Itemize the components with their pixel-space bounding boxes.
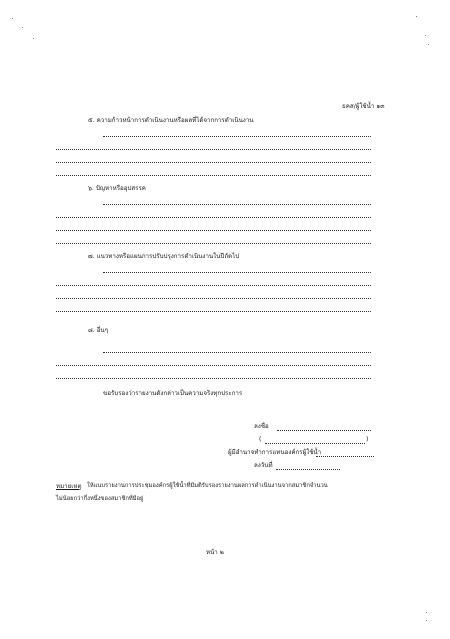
answer-line	[103, 352, 371, 353]
answer-line	[56, 230, 371, 231]
answer-line	[56, 285, 371, 286]
scan-speck	[425, 35, 426, 36]
scan-speck	[426, 612, 427, 613]
certify-text: ขอรับรองว่ารายงานดังกล่าวเป็นความจริงทุกประการ	[103, 390, 243, 397]
position-label: ผู้มีอำนาจทำการแทนองค์กรผู้ใช้น้ำ	[228, 449, 322, 456]
scan-speck	[416, 16, 417, 17]
date-label: ลงวันที่	[254, 462, 273, 469]
scan-speck	[22, 27, 23, 28]
scan-speck	[33, 38, 34, 39]
answer-line	[103, 204, 371, 205]
answer-line	[56, 298, 371, 299]
answer-line	[56, 149, 371, 150]
answer-line	[56, 243, 371, 244]
signature-line	[277, 430, 371, 431]
answer-line	[56, 365, 371, 366]
answer-line	[103, 136, 371, 137]
note-label: หมายเหตุ	[56, 483, 82, 490]
sign-label: ลงชื่อ	[254, 423, 269, 430]
open-paren: (	[259, 436, 262, 443]
answer-line	[56, 217, 371, 218]
section-6-heading: ๖. ปัญหาหรืออุปสรรค	[88, 185, 146, 192]
answer-line	[103, 272, 371, 273]
note-line-1: ให้แนบรายงานการประชุมองค์กรผู้ใช้น้ำที่มีมติรับรองรายงานผลการดำเนินงานจากสมาชิกจำนวน	[87, 483, 328, 489]
section-8-heading: ๘. อื่นๆ	[88, 327, 108, 334]
answer-line	[56, 311, 371, 312]
section-5-heading: ๕. ความก้าวหน้าการดำเนินงานหรือผลที่ได้จากการดำเนินงาน	[88, 117, 254, 124]
date-line	[276, 469, 340, 470]
page-number: หน้า ๒	[206, 549, 224, 556]
close-paren: )	[366, 436, 369, 443]
scan-speck	[12, 18, 13, 19]
form-code: ธคส/ผู้ใช้น้ำ ๑๓	[342, 103, 385, 110]
note-line-2: ไม่น้อยกว่ากึ่งหนึ่งของสมาชิกที่มีอยู่	[56, 496, 144, 502]
scan-speck	[428, 44, 429, 45]
name-line	[265, 443, 365, 444]
section-7-heading: ๗. แนวทางหรือแผนการปรับปรุงการดำเนินงานในปีถัดไป	[88, 253, 240, 260]
position-line	[316, 456, 374, 457]
answer-line	[56, 378, 371, 379]
answer-line	[56, 175, 371, 176]
scan-speck	[426, 620, 427, 621]
answer-line	[56, 162, 371, 163]
